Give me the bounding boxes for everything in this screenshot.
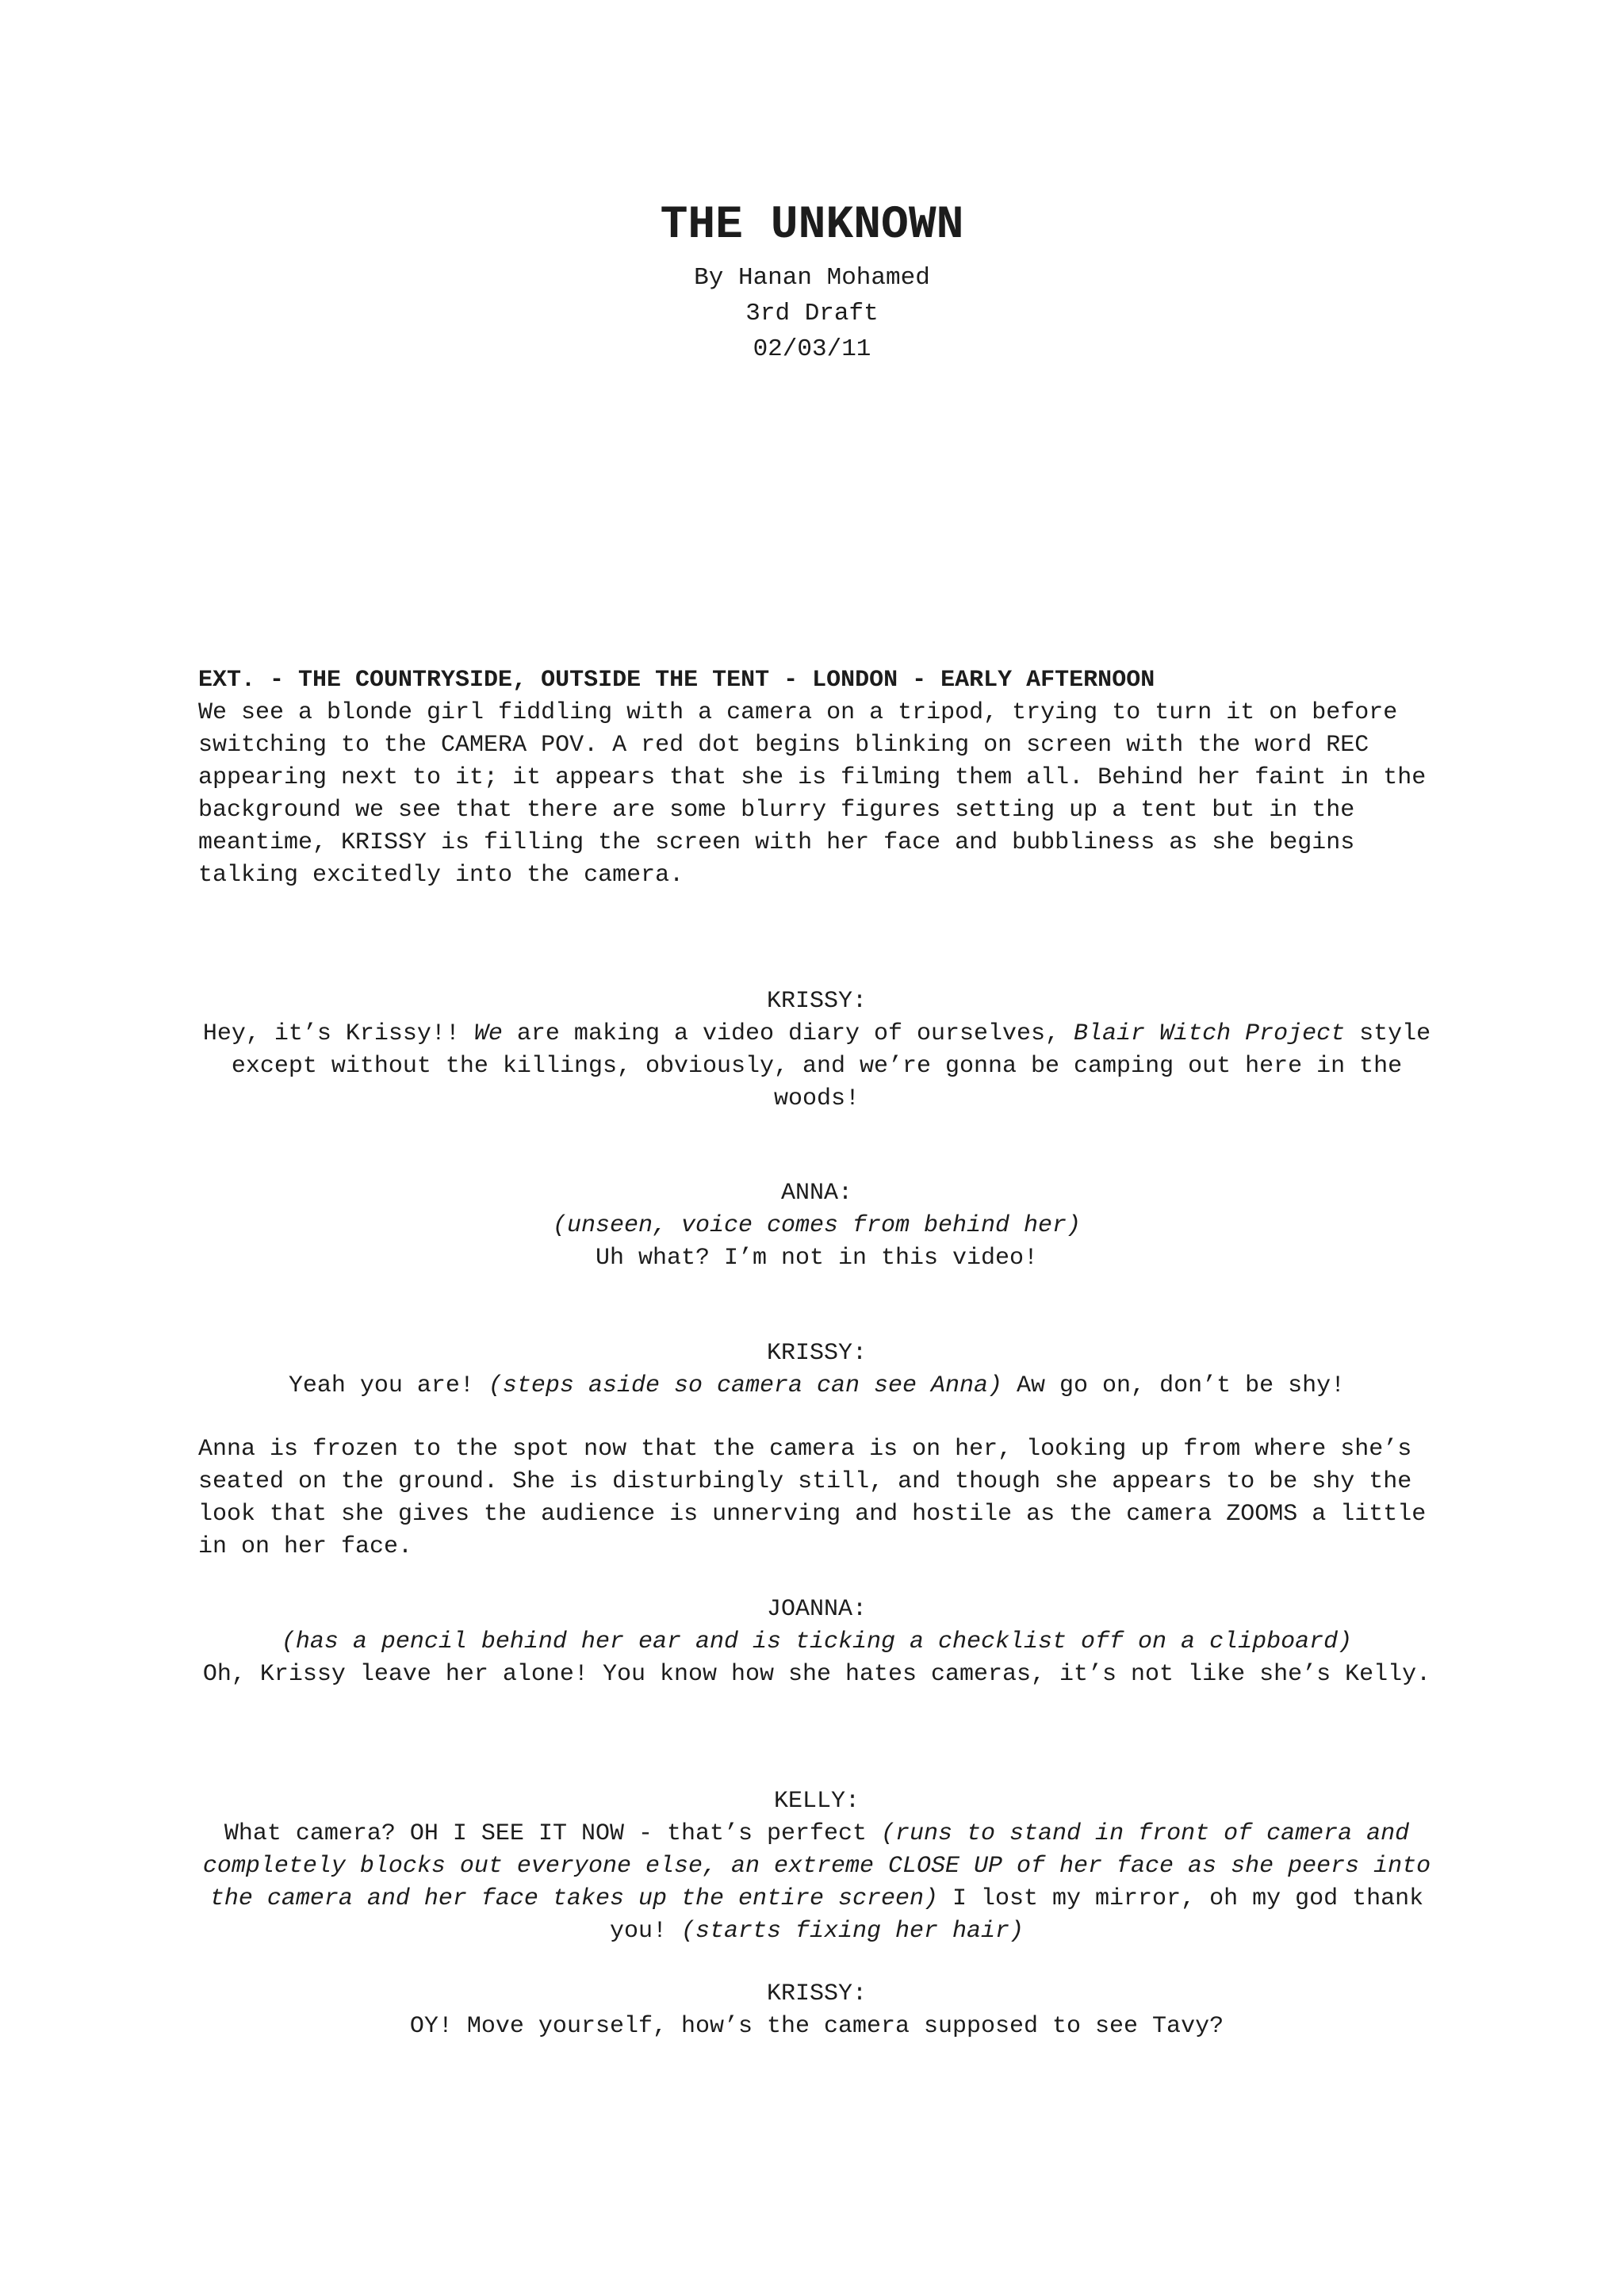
parenthetical-2: (starts fixing her hair) bbox=[680, 1918, 1025, 1945]
speaker-name: JOANNA: bbox=[766, 1596, 868, 1623]
dialogue-kelly bbox=[198, 1785, 1435, 1948]
dialogue-anna bbox=[198, 1177, 1435, 1275]
film-title: Blair Witch Project bbox=[1074, 1020, 1346, 1047]
dialogue-line: Hey, it’s Krissy!! We are making a video diary of ourselves, Blair Witch Project style except without the killings, obviously, and we’re gonna be camping out here in the woods! bbox=[202, 1020, 1431, 1112]
date-line: 02/03/11 bbox=[753, 335, 871, 363]
author-line: By Hanan Mohamed bbox=[694, 264, 930, 292]
speaker-name: KRISSY: bbox=[766, 1340, 868, 1367]
dialogue-krissy-1 bbox=[198, 985, 1435, 1115]
dialogue-line: What camera? OH I SEE IT NOW - that’s perfect (runs to stand in front of camera and completely blocks out everyone else, an extreme CLOSE UP of her face as she peers into the camera and her face takes up the entire screen) I lost my mirror, oh my god thank you! (starts fixing her hair) bbox=[202, 1820, 1431, 1945]
dialogue-line: Uh what? I’m not in this video! bbox=[595, 1245, 1039, 1272]
action-paragraph-1: We see a blonde girl fiddling with a camera on a tripod, trying to turn it on before switching to the CAMERA POV. A red dot begins blinking on screen with the word REC appearing next to it; it appears that she is filming them all. Behind her faint in the background we see that there are some blurry figures setting up a tent but in the meantime, KRISSY is filling the screen with her face and bubbliness as she begins talking excitedly into the camera. bbox=[198, 699, 1427, 889]
parenthetical: (unseen, voice comes from behind her) bbox=[552, 1212, 1082, 1239]
parenthetical: (has a pencil behind her ear and is ticking a checklist off on a clipboard) bbox=[281, 1628, 1353, 1655]
dialogue-line: Oh, Krissy leave her alone! You know how she hates cameras, it’s not like she’s Kelly. bbox=[202, 1661, 1431, 1688]
speaker-name: ANNA: bbox=[780, 1180, 852, 1207]
dialogue-joanna bbox=[198, 1594, 1435, 1691]
dialogue-krissy-2 bbox=[198, 1337, 1435, 1402]
speaker-name: KRISSY: bbox=[766, 988, 868, 1015]
scene-block bbox=[198, 664, 1435, 892]
parenthetical: (steps aside so camera can see Anna) bbox=[488, 1372, 1003, 1399]
speaker-name: KRISSY: bbox=[766, 1980, 868, 2007]
emphasis-we: We bbox=[473, 1020, 503, 1047]
parenthetical-1: (runs to stand in front of camera and completely blocks out everyone else, an extreme CLOSE UP of her face as she peers into the camera and her face takes up the entire screen) bbox=[202, 1820, 1431, 1912]
title-block bbox=[0, 198, 1624, 367]
scene-heading: EXT. - THE COUNTRYSIDE, OUTSIDE THE TENT - LONDON - EARLY AFTERNOON bbox=[198, 667, 1155, 694]
dialogue-krissy-3 bbox=[198, 1978, 1435, 2043]
dialogue-line: Yeah you are! (steps aside so camera can see Anna) Aw go on, don’t be shy! bbox=[288, 1372, 1346, 1399]
script-title: THE UNKNOWN bbox=[660, 200, 964, 251]
speaker-name: KELLY: bbox=[773, 1788, 860, 1815]
draft-line: 3rd Draft bbox=[745, 300, 879, 327]
action-paragraph-2: Anna is frozen to the spot now that the camera is on her, looking up from where she’s seated on the ground. She is disturbingly still, and though she appears to be shy the look that she gives the audience is unnerving and hostile as the camera ZOOMS a little in on her face. bbox=[198, 1436, 1427, 1560]
dialogue-line: OY! Move yourself, how’s the camera supposed to see Tavy? bbox=[409, 2013, 1224, 2040]
